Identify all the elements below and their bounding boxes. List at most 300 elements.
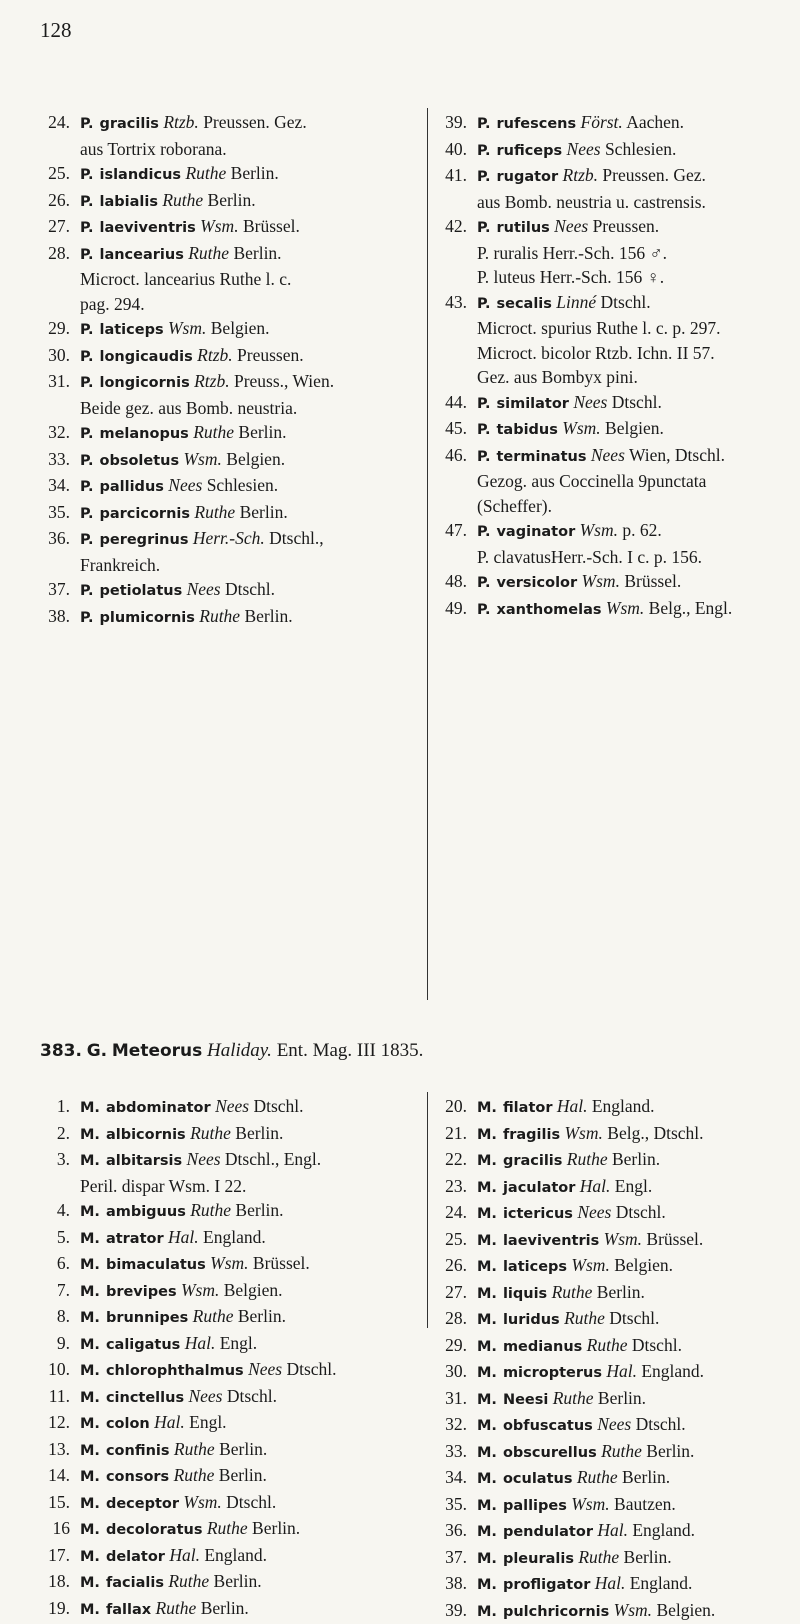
entry-body <box>477 1147 797 1174</box>
list-item <box>437 214 797 241</box>
genus-abbr: M. <box>80 1416 100 1432</box>
entry-number: 34. <box>437 1465 467 1490</box>
list-item <box>40 500 425 527</box>
list-item <box>40 420 425 447</box>
entry-locality: Berlin. <box>592 1282 645 1302</box>
list-item <box>40 1410 425 1437</box>
entry-locality: Belg., Engl. <box>644 598 732 618</box>
species-name: rugator <box>496 169 558 185</box>
entry-number: 3. <box>40 1147 70 1172</box>
list-item <box>40 1304 425 1331</box>
species-name: chlorophthalmus <box>106 1363 244 1379</box>
entry-note: Microct. bicolor Rtzb. Ichn. II 57. <box>477 341 797 366</box>
list-item <box>40 1596 425 1623</box>
entry-locality: Brüssel. <box>249 1253 310 1273</box>
entry-locality: Berlin. <box>642 1441 695 1461</box>
author-name: Ruthe <box>567 1149 608 1169</box>
author-name: Wsm. <box>168 318 206 338</box>
species-name: peregrinus <box>99 532 188 548</box>
entry-locality: Belgien. <box>610 1255 673 1275</box>
entry-body <box>80 161 425 188</box>
list-item <box>437 569 797 596</box>
species-name: jaculator <box>503 1180 575 1196</box>
page-number: 128 <box>40 18 72 43</box>
entry-number: 31. <box>40 369 70 394</box>
entry-locality: Berlin. <box>231 1200 284 1220</box>
species-name: oculatus <box>503 1471 573 1487</box>
section-author: Haliday. <box>207 1040 272 1061</box>
author-name: Nees <box>567 139 601 159</box>
author-name: Wsm. <box>210 1253 248 1273</box>
genus-abbr: M. <box>477 1471 497 1487</box>
list-item <box>40 188 425 215</box>
entry-locality: Brüssel. <box>239 216 300 236</box>
author-name: Ruthe <box>587 1335 628 1355</box>
list-item <box>40 1384 425 1411</box>
author-name: Wsm. <box>564 1123 602 1143</box>
section-genus: Meteorus <box>112 1041 202 1061</box>
entry-body <box>477 1121 797 1148</box>
entry-locality: Dtschl. <box>221 579 275 599</box>
entry-number: 39. <box>437 110 467 135</box>
entry-locality: Preussen. <box>233 345 304 365</box>
author-name: Wsm. <box>580 520 618 540</box>
entry-locality: Berlin. <box>233 1306 286 1326</box>
list-item <box>40 241 425 268</box>
entry-note: Beide gez. aus Bomb. neustria. <box>80 396 425 421</box>
author-name: Hal. <box>185 1333 216 1353</box>
entry-locality: Dtschl. <box>605 1308 659 1328</box>
species-name: bimaculatus <box>106 1257 206 1273</box>
entry-locality: Berlin. <box>215 1439 268 1459</box>
entry-number: 25. <box>40 161 70 186</box>
entry-body <box>477 1200 797 1227</box>
species-name: obfuscatus <box>503 1418 593 1434</box>
entry-locality: England. <box>200 1545 267 1565</box>
entry-body <box>80 1121 425 1148</box>
species-name: tabidus <box>496 422 557 438</box>
section1-right-column <box>437 110 797 622</box>
entry-locality: Berlin. <box>196 1598 249 1618</box>
entry-locality: Dtschl., <box>265 528 324 548</box>
entry-number: 38. <box>40 604 70 629</box>
author-name: Wsm. <box>562 418 600 438</box>
entry-number: 31. <box>437 1386 467 1411</box>
entry-body <box>80 241 425 268</box>
species-name: melanopus <box>99 426 188 442</box>
author-name: Wsm. <box>571 1494 609 1514</box>
entry-number: 32. <box>40 420 70 445</box>
species-name: filator <box>503 1100 553 1116</box>
entry-body <box>477 290 797 317</box>
entry-number: 38. <box>437 1571 467 1596</box>
species-name: laeviventris <box>503 1233 599 1249</box>
species-name: facialis <box>106 1575 164 1591</box>
entry-number: 32. <box>437 1412 467 1437</box>
list-item <box>40 1543 425 1570</box>
entry-body <box>80 1490 425 1517</box>
entry-number: 48. <box>437 569 467 594</box>
entry-body <box>80 1569 425 1596</box>
entry-body <box>477 1518 797 1545</box>
entry-number: 26. <box>40 188 70 213</box>
author-name: Ruthe <box>190 1200 231 1220</box>
entry-body <box>477 1492 797 1519</box>
species-name: islandicus <box>99 167 181 183</box>
entry-body <box>477 1545 797 1572</box>
entry-number: 36. <box>40 526 70 551</box>
entry-locality: Preussen. <box>588 216 659 236</box>
entry-number: 33. <box>437 1439 467 1464</box>
entry-number: 6. <box>40 1251 70 1276</box>
entry-note: Microct. lancearius Ruthe l. c. <box>80 267 425 292</box>
entry-body <box>80 316 425 343</box>
section-number: 383. <box>40 1041 82 1061</box>
genus-abbr: P. <box>80 322 93 338</box>
list-item <box>40 604 425 631</box>
list-item <box>437 1412 797 1439</box>
genus-abbr: P. <box>80 167 93 183</box>
entry-body <box>80 110 425 137</box>
species-name: cinctellus <box>106 1390 184 1406</box>
entry-body <box>477 390 797 417</box>
list-item <box>40 343 425 370</box>
entry-locality: Berlin. <box>234 422 287 442</box>
entry-locality: Aachen. <box>623 112 684 132</box>
author-name: Wsm. <box>614 1600 652 1620</box>
entry-body <box>80 1384 425 1411</box>
author-name: Ruthe <box>185 163 226 183</box>
species-name: atrator <box>106 1231 164 1247</box>
section-heading <box>40 1040 423 1062</box>
entry-body <box>80 1437 425 1464</box>
genus-abbr: P. <box>80 375 93 391</box>
entry-body <box>80 188 425 215</box>
genus-abbr: P. <box>80 349 93 365</box>
author-name: Hal. <box>606 1361 637 1381</box>
entry-number: 28. <box>40 241 70 266</box>
genus-abbr: M. <box>80 1153 100 1169</box>
list-item <box>437 443 797 470</box>
species-name: vaginator <box>496 524 575 540</box>
entry-body <box>80 1094 425 1121</box>
author-name: Ruthe <box>188 243 229 263</box>
author-name: Ruthe <box>190 1123 231 1143</box>
entry-number: 40. <box>437 137 467 162</box>
author-name: Ruthe <box>194 502 235 522</box>
entry-note: P. luteus Herr.-Sch. 156 ♀. <box>477 265 797 290</box>
genus-abbr: P. <box>477 116 490 132</box>
entry-number: 45. <box>437 416 467 441</box>
genus-abbr: P. <box>80 426 93 442</box>
entry-locality: Berlin. <box>203 190 256 210</box>
genus-abbr: M. <box>477 1445 497 1461</box>
genus-abbr: M. <box>80 1496 100 1512</box>
entry-number: 22. <box>437 1147 467 1172</box>
entry-number: 20. <box>437 1094 467 1119</box>
entry-locality: Dtschl. <box>223 1386 277 1406</box>
entry-number: 24. <box>437 1200 467 1225</box>
species-name: luridus <box>503 1312 560 1328</box>
list-item <box>437 596 797 623</box>
genus-abbr: M. <box>477 1524 497 1540</box>
entry-number: 47. <box>437 518 467 543</box>
author-name: Ruthe <box>564 1308 605 1328</box>
genus-abbr: M. <box>80 1310 100 1326</box>
entry-number: 18. <box>40 1569 70 1594</box>
genus-abbr: P. <box>80 479 93 495</box>
entry-note: Gez. aus Bombyx pini. <box>477 365 797 390</box>
genus-abbr: P. <box>80 247 93 263</box>
list-item <box>437 1386 797 1413</box>
section-reference: Ent. Mag. III 1835. <box>277 1040 424 1061</box>
entry-number: 46. <box>437 443 467 468</box>
genus-abbr: M. <box>477 1259 497 1275</box>
entry-number: 27. <box>437 1280 467 1305</box>
entry-number: 4. <box>40 1198 70 1223</box>
entry-body <box>80 1463 425 1490</box>
entry-body <box>80 343 425 370</box>
entry-locality: Berlin. <box>240 606 293 626</box>
entry-body <box>477 1465 797 1492</box>
author-name: Ruthe <box>155 1598 196 1618</box>
list-item <box>40 1251 425 1278</box>
entry-body <box>80 1304 425 1331</box>
list-item <box>40 577 425 604</box>
entry-number: 24. <box>40 110 70 135</box>
author-name: Rtzb. <box>163 112 199 132</box>
entry-body <box>477 110 797 137</box>
species-name: pleuralis <box>503 1551 574 1567</box>
entry-number: 42. <box>437 214 467 239</box>
species-name: secalis <box>496 296 551 312</box>
entry-note: Gezog. aus Coccinella 9punctata <box>477 469 797 494</box>
species-name: ambiguus <box>106 1204 186 1220</box>
species-name: rufescens <box>496 116 576 132</box>
entry-number: 43. <box>437 290 467 315</box>
entry-locality: Dtschl. <box>607 392 661 412</box>
entry-note: Microct. spurius Ruthe l. c. p. 297. <box>477 316 797 341</box>
author-name: Ruthe <box>199 606 240 626</box>
entry-number: 29. <box>437 1333 467 1358</box>
entry-locality: Preussen. Gez. <box>199 112 307 132</box>
entry-body <box>477 443 797 470</box>
genus-abbr: M. <box>80 1231 100 1247</box>
entry-body <box>80 1596 425 1623</box>
entry-body <box>80 1278 425 1305</box>
entry-locality: England. <box>628 1520 695 1540</box>
genus-abbr: P. <box>80 583 93 599</box>
entry-note: Frankreich. <box>80 553 425 578</box>
species-name: longicornis <box>99 375 189 391</box>
entry-locality: Berlin. <box>229 243 282 263</box>
entry-body <box>80 1198 425 1225</box>
author-name: Nees <box>168 475 202 495</box>
list-item <box>40 161 425 188</box>
entry-body <box>477 1280 797 1307</box>
list-item <box>437 1306 797 1333</box>
genus-abbr: M. <box>80 1602 100 1618</box>
genus-abbr: M. <box>80 1127 100 1143</box>
list-item <box>40 214 425 241</box>
author-name: Nees <box>554 216 588 236</box>
genus-abbr: P. <box>80 506 93 522</box>
genus-abbr: M. <box>80 1284 100 1300</box>
entry-locality: p. 62. <box>618 520 662 540</box>
list-item <box>437 1359 797 1386</box>
entry-locality: Schlesien. <box>202 475 278 495</box>
author-name: Nees <box>591 445 625 465</box>
author-name: Ruthe <box>174 1465 215 1485</box>
genus-abbr: M. <box>477 1127 497 1143</box>
entry-locality: England. <box>199 1227 266 1247</box>
genus-abbr: M. <box>477 1418 497 1434</box>
entry-number: 13. <box>40 1437 70 1462</box>
entry-number: 5. <box>40 1225 70 1250</box>
entry-body <box>80 473 425 500</box>
entry-locality: Belgien. <box>652 1600 715 1620</box>
author-name: Herr.-Sch. <box>193 528 265 548</box>
entry-number: 41. <box>437 163 467 188</box>
species-name: pallipes <box>503 1498 567 1514</box>
entry-body <box>80 604 425 631</box>
entry-locality: Berlin. <box>594 1388 647 1408</box>
species-name: consors <box>106 1469 169 1485</box>
entry-locality: Dtschl. <box>631 1414 685 1434</box>
author-name: Wsm. <box>200 216 238 236</box>
entry-note: Peril. dispar Wsm. I 22. <box>80 1174 425 1199</box>
entry-number: 7. <box>40 1278 70 1303</box>
list-item <box>40 1463 425 1490</box>
entry-locality: Berlin. <box>209 1571 262 1591</box>
entry-number: 17. <box>40 1543 70 1568</box>
list-item <box>40 473 425 500</box>
entry-number: 8. <box>40 1304 70 1329</box>
author-name: Ruthe <box>207 1518 248 1538</box>
author-name: Ruthe <box>168 1571 209 1591</box>
genus-abbr: M. <box>477 1286 497 1302</box>
entry-body <box>477 1571 797 1598</box>
entry-number: 35. <box>40 500 70 525</box>
entry-locality: Preuss., Wien. <box>230 371 334 391</box>
genus-abbr: P. <box>477 296 490 312</box>
species-name: brevipes <box>106 1284 177 1300</box>
author-name: Ruthe <box>578 1547 619 1567</box>
author-name: Hal. <box>557 1096 588 1116</box>
column-rule-bottom <box>427 1092 428 1328</box>
entry-locality: Dtschl. <box>596 292 650 312</box>
genus-abbr: P. <box>80 116 93 132</box>
author-name: Nees <box>577 1202 611 1222</box>
genus-abbr: M. <box>80 1522 100 1538</box>
entry-note: pag. 294. <box>80 292 425 317</box>
entry-number: 28. <box>437 1306 467 1331</box>
entry-number: 30. <box>437 1359 467 1384</box>
list-item <box>40 1147 425 1174</box>
entry-body <box>477 1333 797 1360</box>
author-name: Ruthe <box>174 1439 215 1459</box>
species-name: obsoletus <box>99 453 179 469</box>
entry-body <box>477 569 797 596</box>
entry-body <box>80 1251 425 1278</box>
list-item <box>40 1437 425 1464</box>
list-item <box>437 1492 797 1519</box>
genus-abbr: M. <box>80 1257 100 1273</box>
list-item <box>40 110 425 137</box>
author-name: Wsm. <box>181 1280 219 1300</box>
genus-abbr: M. <box>80 1390 100 1406</box>
entry-number: 23. <box>437 1174 467 1199</box>
species-name: longicaudis <box>99 349 192 365</box>
entry-number: 27. <box>40 214 70 239</box>
entry-locality: Berlin. <box>231 1123 284 1143</box>
author-name: Hal. <box>595 1573 626 1593</box>
genus-abbr: P. <box>80 220 93 236</box>
species-name: laeviventris <box>99 220 195 236</box>
list-item <box>40 369 425 396</box>
list-item <box>437 1518 797 1545</box>
species-name: laticeps <box>99 322 163 338</box>
entry-body <box>477 1253 797 1280</box>
genus-abbr: M. <box>477 1233 497 1249</box>
species-name: albitarsis <box>106 1153 182 1169</box>
list-item <box>437 1571 797 1598</box>
entry-number: 2. <box>40 1121 70 1146</box>
genus-abbr: M. <box>477 1365 497 1381</box>
genus-abbr: P. <box>477 575 490 591</box>
species-name: lancearius <box>99 247 183 263</box>
author-name: Ruthe <box>553 1388 594 1408</box>
genus-abbr: M. <box>80 1337 100 1353</box>
entry-body <box>477 1227 797 1254</box>
list-item <box>40 1516 425 1543</box>
list-item <box>40 526 425 553</box>
entry-locality: Dtschl. <box>611 1202 665 1222</box>
entry-locality: Dtschl. <box>249 1096 303 1116</box>
genus-abbr: P. <box>477 169 490 185</box>
entry-number: 15. <box>40 1490 70 1515</box>
species-name: delator <box>106 1549 165 1565</box>
list-item <box>40 1225 425 1252</box>
entry-locality: Wien, Dtschl. <box>625 445 725 465</box>
entry-body <box>80 1147 425 1174</box>
genus-abbr: M. <box>477 1312 497 1328</box>
species-name: terminatus <box>496 449 586 465</box>
column-rule-top <box>427 108 428 1000</box>
section1-left-column <box>40 110 425 630</box>
genus-abbr: P. <box>477 602 490 618</box>
list-item <box>437 1227 797 1254</box>
author-name: Rtzb. <box>563 165 599 185</box>
author-name: Hal. <box>597 1520 628 1540</box>
entry-body <box>477 1359 797 1386</box>
genus-abbr: P. <box>80 532 93 548</box>
list-item <box>437 1200 797 1227</box>
entry-body <box>477 1174 797 1201</box>
species-name: decoloratus <box>106 1522 203 1538</box>
entry-locality: England. <box>625 1573 692 1593</box>
genus-abbr: M. <box>477 1100 497 1116</box>
entry-body <box>80 369 425 396</box>
author-name: Linné <box>556 292 596 312</box>
genus-abbr: P. <box>80 194 93 210</box>
entry-locality: Berlin. <box>235 502 288 522</box>
author-name: Först. <box>581 112 623 132</box>
entry-body <box>80 1225 425 1252</box>
list-item <box>437 1174 797 1201</box>
entry-body <box>80 1516 425 1543</box>
entry-body <box>477 214 797 241</box>
